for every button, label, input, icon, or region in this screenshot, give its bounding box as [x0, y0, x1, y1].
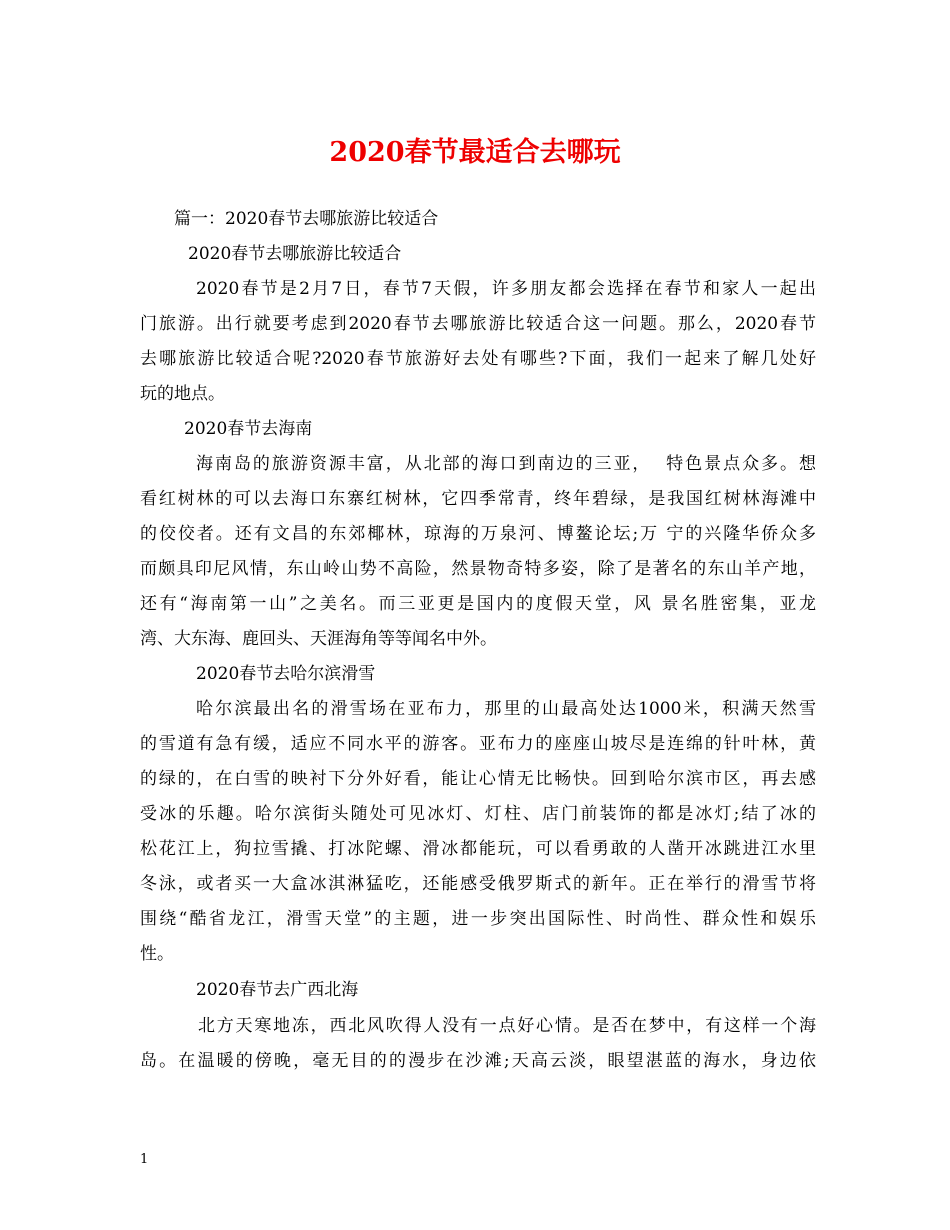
- paragraph-line: 性。: [140, 944, 174, 964]
- paragraph-line: 去哪旅游比较适合呢?2020春节旅游好去处有哪些?下面，我们一起来了解几处好: [140, 349, 816, 369]
- paragraph-line: 看红树林的可以去海口东寨红树林，它四季常青，终年碧绿，是我国红树林海滩中: [140, 489, 816, 509]
- paragraph-line: 还有“海南第一山”之美名。而三亚更是国内的度假天堂，风 景名胜密集，亚龙: [140, 594, 816, 614]
- paragraph-line: 的佼佼者。还有文昌的东郊椰林，琼海的万泉河、博鳌论坛;万 宁的兴隆华侨众多: [140, 524, 816, 544]
- paragraph-line: 的雪道有急有缓，适应不同水平的游客。亚布力的座座山坡尽是连绵的针叶林，黄: [140, 734, 816, 754]
- document-body: [140, 202, 816, 1079]
- paragraph-line: 围绕“酷省龙江，滑雪天堂”的主题，进一步突出国际性、时尚性、群众性和娱乐: [140, 909, 816, 929]
- section-heading-harbin: 2020春节去哈尔滨滑雪: [196, 664, 376, 684]
- paragraph-line: 海南岛的旅游资源丰富，从北部的海口到南边的三亚， 特色景点众多。想: [196, 454, 816, 474]
- paragraph-line: 北方天寒地冻，西北风吹得人没有一点好心情。是否在梦中，有这样一个海: [198, 1016, 816, 1036]
- part-heading: 篇一：2020春节去哪旅游比较适合: [174, 209, 439, 229]
- paragraph-line: 湾、大东海、鹿回头、天涯海角等等闻名中外。: [140, 629, 497, 649]
- paragraph-line: 松花江上，狗拉雪撬、打冰陀螺、滑冰都能玩，可以看勇敢的人凿开冰跳进江水里: [140, 839, 816, 859]
- paragraph-line: 的绿的，在白雪的映衬下分外好看，能让心情无比畅快。回到哈尔滨市区，再去感: [140, 769, 816, 789]
- page-number: 1: [140, 1152, 149, 1167]
- paragraph-line: 2020春节是2月7日，春节7天假，许多朋友都会选择在春节和家人一起出: [196, 279, 816, 299]
- section-heading-hainan: 2020春节去海南: [184, 419, 313, 439]
- page-title: 2020春节最适合去哪玩: [329, 137, 621, 168]
- paragraph-line: 门旅游。出行就要考虑到2020春节去哪旅游比较适合这一问题。那么，2020春节: [140, 314, 816, 334]
- paragraph-line: 受冰的乐趣。哈尔滨街头随处可见冰灯、灯柱、店门前装饰的都是冰灯;结了冰的: [140, 804, 816, 824]
- paragraph-line: 玩的地点。: [140, 384, 225, 404]
- sub-heading: 2020春节去哪旅游比较适合: [188, 244, 402, 264]
- paragraph-line: 哈尔滨最出名的滑雪场在亚布力，那里的山最高处达1000米，积满天然雪: [196, 699, 816, 719]
- paragraph-line: 岛。在温暖的傍晚，毫无目的的漫步在沙滩;天高云淡，眼望湛蓝的海水，身边依: [140, 1051, 816, 1071]
- section-heading-beihai: 2020春节去广西北海: [196, 980, 359, 1000]
- paragraph-line: 而颇具印尼风情，东山岭山势不高险，然景物奇特多姿，除了是著名的东山羊产地，: [140, 559, 816, 579]
- paragraph-line: 冬泳，或者买一大盒冰淇淋猛吃，还能感受俄罗斯式的新年。正在举行的滑雪节将: [140, 874, 816, 894]
